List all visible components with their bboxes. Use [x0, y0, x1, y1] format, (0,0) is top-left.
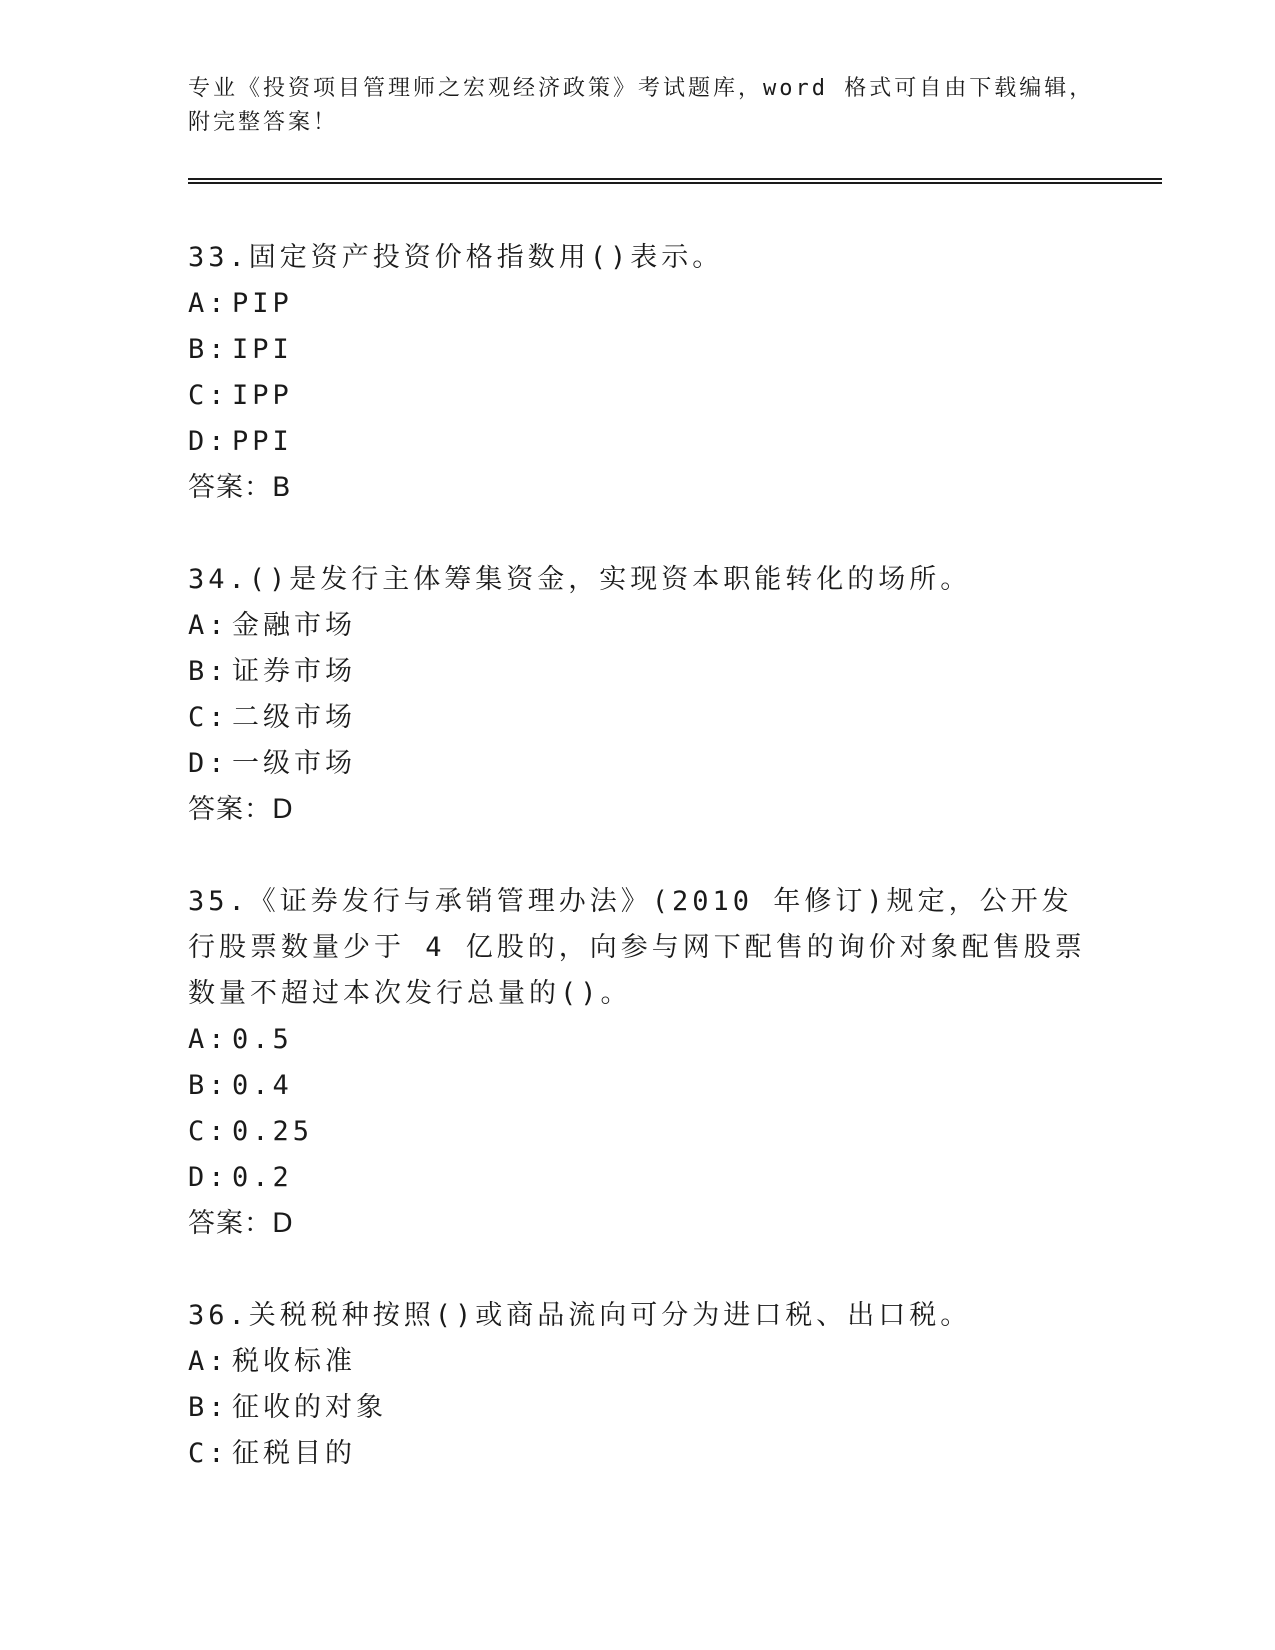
question-stem: 关税税种按照()或商品流向可分为进口税、出口税。 [248, 1300, 972, 1331]
question-36 [188, 1293, 1138, 1477]
option-text: PPI [232, 426, 293, 457]
question-33 [188, 235, 1138, 511]
question-text [188, 879, 1098, 1017]
question-34 [188, 557, 1138, 833]
question-text [188, 235, 1098, 281]
option-text: 一级市场 [232, 748, 356, 779]
option-label: B: [188, 1070, 229, 1101]
option-a [188, 281, 1138, 327]
question-stem: 《证券发行与承销管理办法》(2010 年修订)规定，公开发行股票数量少于 4 亿股的，向参与网下配售的询价对象配售股票数量不超过本次发行总量的()。 [188, 886, 1086, 1009]
option-c [188, 1431, 1138, 1477]
option-b [188, 1063, 1138, 1109]
option-d [188, 419, 1138, 465]
option-text: 金融市场 [232, 610, 356, 641]
answer: 答案：B [188, 472, 292, 503]
option-text: 0.5 [232, 1024, 293, 1055]
question-text [188, 557, 1098, 603]
option-label: C: [188, 1116, 229, 1147]
option-text: 0.25 [232, 1116, 314, 1147]
question-number: 36. [188, 1300, 249, 1331]
option-label: A: [188, 1346, 229, 1377]
option-text: 征收的对象 [232, 1392, 387, 1423]
option-label: C: [188, 702, 229, 733]
option-label: B: [188, 334, 229, 365]
header-line-2: 附完整答案！ [188, 110, 339, 135]
option-label: B: [188, 1392, 229, 1423]
option-text: IPP [232, 380, 293, 411]
option-d [188, 741, 1138, 787]
answer: 答案：D [188, 794, 294, 825]
question-number: 34. [188, 564, 249, 595]
header-line-1: 专业《投资项目管理师之宏观经济政策》考试题库，word 格式可自由下载编辑， [188, 76, 1095, 101]
option-label: C: [188, 380, 229, 411]
question-number: 33. [188, 242, 249, 273]
header-divider [188, 178, 1162, 184]
option-text: IPI [232, 334, 293, 365]
option-c [188, 695, 1138, 741]
option-label: A: [188, 1024, 229, 1055]
option-text: 0.2 [232, 1162, 293, 1193]
option-text: 税收标准 [232, 1346, 356, 1377]
option-label: C: [188, 1438, 229, 1469]
option-c [188, 1109, 1138, 1155]
option-label: D: [188, 748, 229, 779]
document-header [188, 72, 1095, 140]
question-text [188, 1293, 1098, 1339]
option-c [188, 373, 1138, 419]
question-stem: ()是发行主体筹集资金，实现资本职能转化的场所。 [248, 564, 972, 595]
option-label: A: [188, 288, 229, 319]
option-b [188, 327, 1138, 373]
option-text: 证券市场 [232, 656, 356, 687]
option-b [188, 1385, 1138, 1431]
option-a [188, 1017, 1138, 1063]
question-number: 35. [188, 886, 249, 917]
option-b [188, 649, 1138, 695]
question-35 [188, 879, 1138, 1247]
option-text: 0.4 [232, 1070, 293, 1101]
option-text: 二级市场 [232, 702, 356, 733]
option-text: PIP [232, 288, 293, 319]
option-a [188, 1339, 1138, 1385]
option-text: 征税目的 [232, 1438, 356, 1469]
option-d [188, 1155, 1138, 1201]
answer: 答案：D [188, 1208, 294, 1239]
option-label: B: [188, 656, 229, 687]
option-label: A: [188, 610, 229, 641]
option-label: D: [188, 1162, 229, 1193]
question-list [188, 235, 1138, 1523]
option-label: D: [188, 426, 229, 457]
option-a [188, 603, 1138, 649]
question-stem: 固定资产投资价格指数用()表示。 [248, 242, 724, 273]
